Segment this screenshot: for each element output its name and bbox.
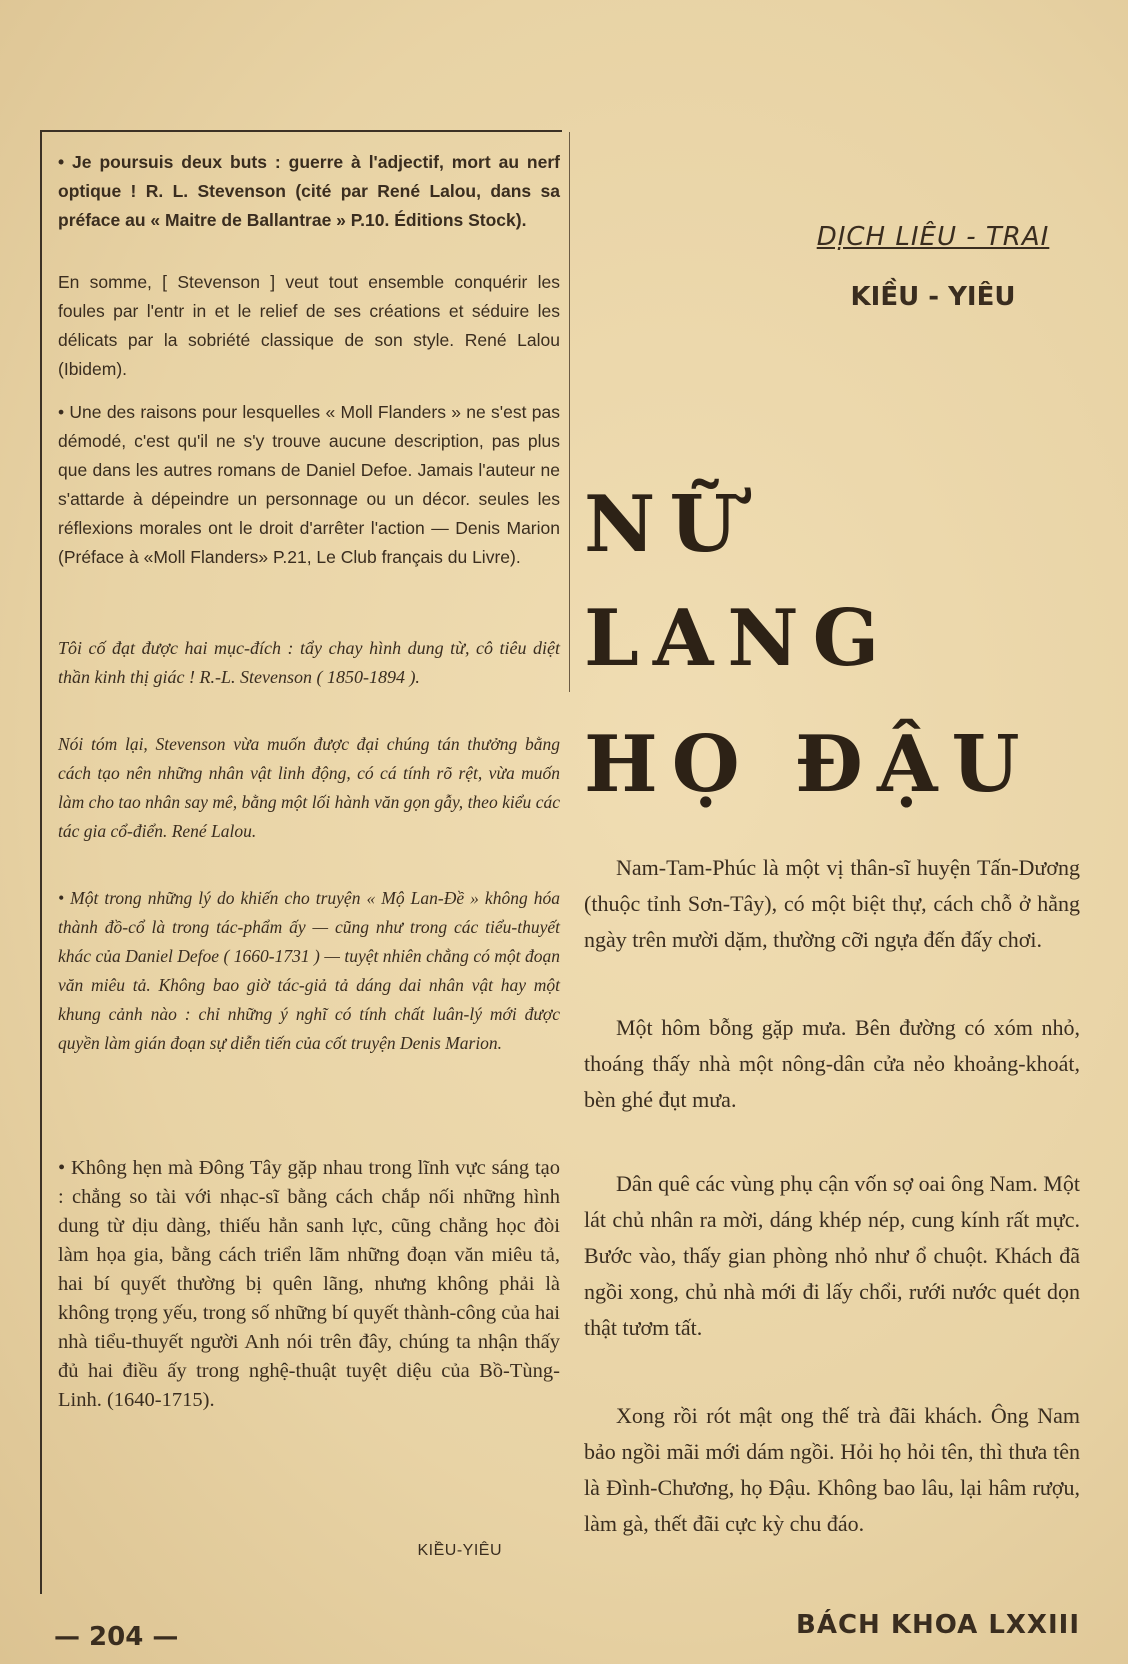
story-title-line-3: HỌ ĐẬU xyxy=(584,719,1034,810)
story-paragraph-3: Dân quê các vùng phụ cận vốn sợ oai ông Nam. Một lát chủ nhân ra mời, dáng khép nép, cung kính rất mực. Bước vào, thấy gian phòng nhỏ như ổ chuột. Khách đã ngồi xong, chủ nhà mới đi lấy chổi, rưới nước quét dọn thật tươm tất. xyxy=(584,1171,1080,1340)
quote-stevenson-vi: Tôi cố đạt được hai mục-đích : tẩy chay hình dung từ, cô tiêu diệt thần kinh thị giác ! R.-L. Stevenson ( 1850-1894 ). xyxy=(58,638,560,687)
quote-marion-fr: • Une des raisons pour lesquelles « Moll Flanders » ne s'est pas démodé, c'est qu'il ne s'y trouve aucune description, pas plus que dans les autres romans de Daniel Defoe. Jamais l'auteur ne s'attarde à dépeindre un personnage ou un décor. seules les réflexions morales ont le droit d'arrêter l'action — Denis Marion (Préface à «Moll Flanders» P.21, Le Club français du Livre). xyxy=(58,402,560,567)
magazine-issue: BÁCH KHOA LXXIII xyxy=(796,1610,1080,1640)
page-number: — 204 — xyxy=(54,1622,179,1652)
story-title-line-2: LANG xyxy=(584,593,894,684)
quote-lalou-vi: Nói tóm lại, Stevenson vừa muốn được đại chúng tán thưởng bằng cách tạo nên những nhân vật linh động, có cá tính rõ rệt, vừa muốn làm cho tao nhân say mê, bằng một lối hành văn gọn gẫy, theo kiểu các tác gia cổ-điển. René Lalou. xyxy=(58,734,560,841)
commentary-conclusion: • Không hẹn mà Đông Tây gặp nhau trong lĩnh vực sáng tạo : chẳng so tài với nhạc-sĩ bằng cách chắp nối những hình dung từ dịu dàng, thiếu hẳn sanh lực, cũng chẳng học đòi làm họa gia, bằng cách triển lãm những đoạn văn miêu tả, hai bí quyết thường bị quên lãng, nhưng không phải là không trọng yếu, trong số những bí quyết thành-công của hai nhà tiểu-thuyết người Anh nói trên đây, chúng ta nhận thấy đủ hai điều ấy trong nghệ-thuật tuyệt diệu của Bồ-Tùng-Linh. (1640-1715). xyxy=(58,1157,560,1411)
quote-stevenson-fr: • Je poursuis deux buts : guerre à l'adjectif, mort au nerf optique ! R. L. Stevenson (cité par René Lalou, dans sa préface au « Maitre de Ballantrae » P.10. Éditions Stock). xyxy=(58,152,560,230)
quote-lalou-fr: En somme, [ Stevenson ] veut tout ensemble conquérir les foules par l'entr in et le relief de ses créations et séduire les délicats par la sobriété classique de son style. René Lalou (Ibidem). xyxy=(58,272,560,379)
story-paragraph-2: Một hôm bỗng gặp mưa. Bên đường có xóm nhỏ, thoáng thấy nhà một nông-dân cửa nẻo khoảng-khoát, bèn ghé đụt mưa. xyxy=(584,1015,1080,1112)
translation-credit: DỊCH LIÊU - TRAI xyxy=(816,222,1050,252)
commentary-signature: KIỀU-YIÊU xyxy=(417,1542,502,1559)
box-rule xyxy=(569,132,570,692)
story-paragraph-4: Xong rồi rót mật ong thế trà đãi khách. Ông Nam bảo ngồi mãi mới dám ngồi. Hỏi họ hỏi tên, thì thưa tên là Đình-Chương, họ Đậu. Không bao lâu, lại hâm rượu, làm gà, thết đãi cực kỳ chu đáo. xyxy=(584,1403,1080,1536)
story-title-line-1: NỮ xyxy=(584,479,752,570)
story-paragraph-1: Nam-Tam-Phúc là một vị thân-sĩ huyện Tấn-Dương (thuộc tỉnh Sơn-Tây), có một biệt thự, cách chỗ ở hằng ngày trên mười dặm, thường cỡi ngựa đến đấy chơi. xyxy=(584,855,1080,952)
commentary-box xyxy=(40,130,562,1594)
quote-marion-vi: • Một trong những lý do khiến cho truyện « Mộ Lan-Đề » không hóa thành đồ-cổ là trong tác-phẩm ấy — cũng như trong các tiểu-thuyết khác của Daniel Defoe ( 1660-1731 ) — tuyệt nhiên chẳng có một đoạn văn miêu tả. Không bao giờ tác-giả tả dáng dai nhân vật hay một khung cảnh nào : chỉ những ý nghĩ có tính chất luân-lý mới được quyền làm gián đoạn sự diễn tiến của cốt truyện Denis Marion. xyxy=(58,888,560,1053)
translator-name: KIỀU - YIÊU xyxy=(850,282,1016,312)
